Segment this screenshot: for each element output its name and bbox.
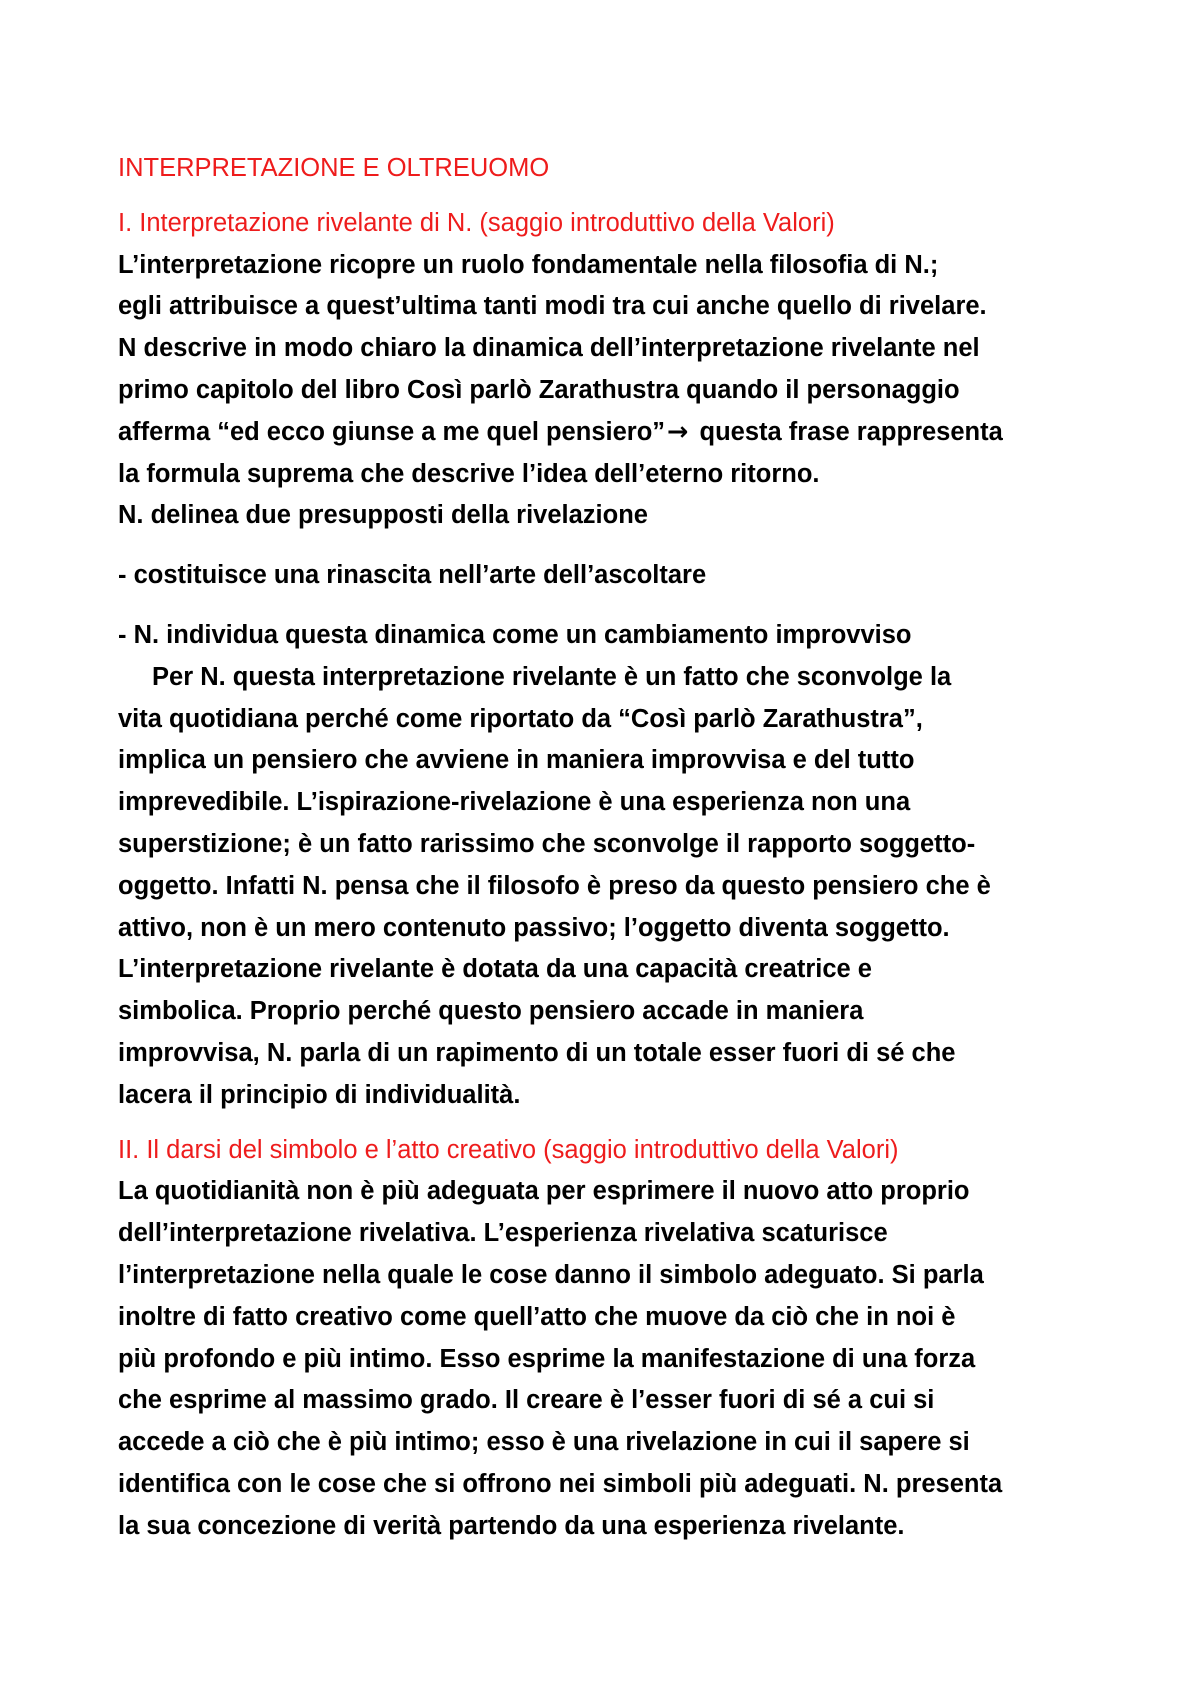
section-1-paragraph-2-line: improvvisa, N. parla di un rapimento di un totale esser fuori di sé che (118, 1038, 956, 1067)
section-2-paragraph-line: inoltre di fatto creativo come quell’atto che muove da ciò che in noi è (118, 1302, 956, 1331)
section-1-paragraph-2-line: attivo, non è un mero contenuto passivo; l’oggetto diventa soggetto. (118, 913, 950, 942)
section-1-paragraph-2-line: vita quotidiana perché come riportato da “Così parlò Zarathustra”, (118, 704, 923, 733)
section-1-paragraph-2-line: L’interpretazione rivelante è dotata da una capacità creatrice e (118, 955, 872, 984)
section-1-paragraph-line: N. delinea due presupposti della rivelazione (118, 501, 648, 530)
section-1-paragraph-2-line: superstizione; è un fatto rarissimo che sconvolge il rapporto soggetto- (118, 829, 976, 858)
section-2-paragraph-line: dell’interpretazione rivelativa. L’esperienza rivelativa scaturisce (118, 1219, 888, 1248)
document-title: INTERPRETAZIONE E OLTREUOMO (118, 154, 550, 182)
section-1-paragraph-2-line: lacera il principio di individualità. (118, 1080, 521, 1109)
section-2-paragraph-line: identifica con le cose che si offrono nei simboli più adeguati. N. presenta (118, 1469, 1003, 1498)
section-1-heading: I. Interpretazione rivelante di N. (saggio introduttivo della Valori) (118, 208, 835, 237)
section-1-paragraph-line: la formula suprema che descrive l’idea dell’eterno ritorno. (118, 459, 820, 488)
section-1-paragraph-line: primo capitolo del libro Così parlò Zarathustra quando il personaggio (118, 375, 960, 404)
section-1-paragraph-2-line: simbolica. Proprio perché questo pensiero accade in maniera (118, 997, 864, 1026)
section-2-paragraph-line: accede a ciò che è più intimo; esso è una rivelazione in cui il sapere si (118, 1428, 970, 1457)
section-1-paragraph-line: egli attribuisce a quest’ultima tanti modi tra cui anche quello di rivelare. (118, 292, 987, 321)
arrow-line-start: afferma “ed ecco giunse a me quel pensiero” (118, 417, 666, 446)
section-1-paragraph-2-line: oggetto. Infatti N. pensa che il filosofo è preso da questo pensiero che è (118, 871, 991, 900)
bullet-item-2: - N. individua questa dinamica come un cambiamento improvviso (118, 620, 912, 649)
section-2-paragraph-line: La quotidianità non è più adeguata per esprimere il nuovo atto proprio (118, 1177, 970, 1206)
section-1-paragraph-2-line: Per N. questa interpretazione rivelante è un fatto che sconvolge la (152, 662, 952, 691)
section-2-paragraph-line: più profondo e più intimo. Esso esprime la manifestazione di una forza (118, 1344, 976, 1373)
section-1-paragraph-2-line: imprevedibile. L’ispirazione-rivelazione è una esperienza non una (118, 788, 911, 817)
section-2-heading: II. Il darsi del simbolo e l’atto creativo (saggio introduttivo della Valori) (118, 1135, 899, 1164)
section-2-paragraph-line: che esprime al massimo grado. Il creare è l’esser fuori di sé a cui si (118, 1386, 935, 1415)
right-arrow-icon: → (667, 416, 689, 447)
arrow-line-end: questa frase rappresenta (692, 417, 1003, 446)
section-2-paragraph-line: la sua concezione di verità partendo da una esperienza rivelante. (118, 1511, 905, 1540)
section-1-paragraph-line: N descrive in modo chiaro la dinamica dell’interpretazione rivelante nel (118, 334, 980, 363)
section-1-paragraph-line: L’interpretazione ricopre un ruolo fondamentale nella filosofia di N.; (118, 250, 939, 279)
section-2-paragraph-line: l’interpretazione nella quale le cose danno il simbolo adeguato. Si parla (118, 1260, 984, 1289)
section-1-arrow-line (118, 412, 1118, 454)
section-1-paragraph-2-line: implica un pensiero che avviene in maniera improvvisa e del tutto (118, 746, 915, 775)
document-body (118, 148, 1118, 1548)
bullet-item-1: - costituisce una rinascita nell’arte dell’ascoltare (118, 561, 707, 590)
